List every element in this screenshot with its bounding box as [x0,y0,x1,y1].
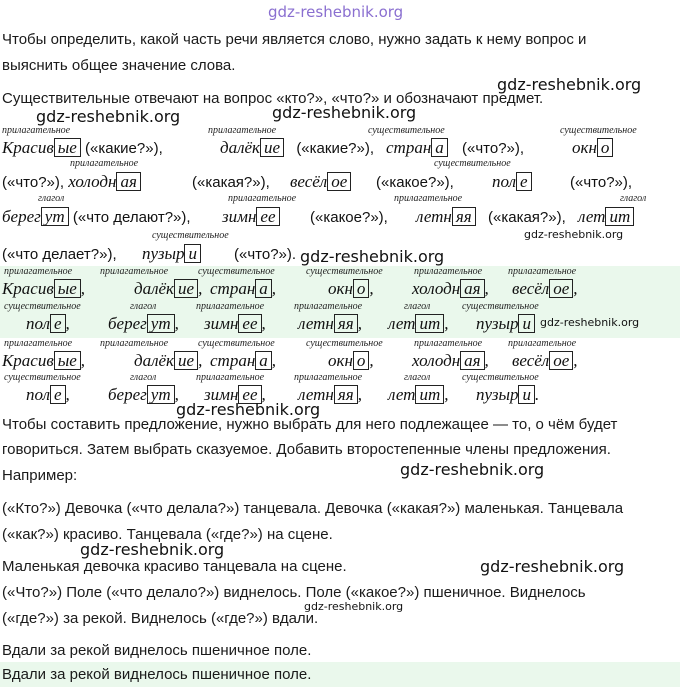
word-line2 [192,172,270,192]
word-ending-box: и [518,314,535,333]
answer-line2: летн яя , [298,314,362,333]
word-stem: окн [328,351,353,370]
word-line1 [2,138,163,158]
label-adj: прилагательное [196,301,265,312]
label-adj: прилагательное [414,266,483,277]
watermark: gdz-reshebnik.org [300,247,445,266]
label-verb: глагол [130,372,157,383]
word-line2 [2,172,141,192]
word-ending-box: е [50,385,66,404]
answer-line3: весёл ое , [512,351,578,370]
question: («что делает?»), [2,246,117,263]
question: («что делают?»), [72,209,191,226]
answer-line2: зимн ее , [204,314,266,333]
label-adj: прилагательное [4,266,73,277]
answer-line4: пол е , [26,385,70,404]
para3-line2: говориться. Затем выбрать сказуемое. Добавить второстепенные члены предложения. [2,441,611,458]
word-ending-box: яя [334,314,358,333]
answer-line3: далёк ие , [134,351,203,370]
word-stem: зимн [204,314,239,333]
label-adj: прилагательное [228,193,297,204]
word-line2 [492,172,532,192]
word-stem: летн [416,207,452,226]
word-stem: стран [386,138,432,157]
label-verb: глагол [404,301,431,312]
label-adj: прилагательное [208,125,277,136]
word-ending-box: ое [549,279,573,298]
word-ending-box: о [353,279,370,298]
label-noun: существительное [560,125,637,136]
word-ending-box: ые [54,351,81,370]
word-ending-box: ут [147,314,175,333]
word-ending-box: ие [174,279,198,298]
word-ending-box: яя [452,207,476,226]
label-adj: прилагательное [508,338,577,349]
question: («какое?»), [376,174,454,191]
label-noun: существительное [152,230,229,241]
example2-line1: («Что?») Поле («что делало?») виднелось. Поле («какое?») пшеничное. Виднелось [2,584,586,601]
word-stem: далёк [134,279,175,298]
answer-line2: пол е , [26,314,70,333]
answer-line3: стран а , [210,351,277,370]
word-ending-box: ая [460,279,484,298]
word-ending-box: ие [260,138,284,157]
example1-result: Маленькая девочка красиво танцевала на сцене. [2,558,347,575]
word-stem: летн [298,385,334,404]
question: («что?»), [2,174,65,191]
word-stem: холодн [412,351,461,370]
label-adj: прилагательное [4,338,73,349]
word-stem: Красив [2,138,54,157]
word-ending-box: ее [256,207,279,226]
label-verb: глагол [130,301,157,312]
word-stem: далёк [134,351,175,370]
word-stem: берег [2,207,41,226]
question: («какое?»), [310,209,388,226]
label-noun: существительное [4,301,81,312]
para3-line1: Чтобы составить предложение, нужно выбрать для него подлежащее — то, о чём будет [2,416,618,433]
watermark: gdz-reshebnik.org [400,460,545,479]
answer-line4: летн яя , [298,385,362,404]
word-line3 [488,207,566,227]
word-stem: пузыр [142,244,185,263]
answer-line2: лет ит , [388,314,449,333]
label-adj: прилагательное [100,338,169,349]
word-ending-box: а [255,279,272,298]
answer-line1: окн о , [328,279,374,298]
question: («какие?»), [296,140,375,157]
answer-line3: холодн ая , [412,351,489,370]
label-noun: существительное [306,266,383,277]
question: («что?»), [570,174,633,191]
example1-line1: («Кто?») Девочка («что делала?») танцевала. Девочка («какая?») маленькая. Танцевала [2,500,624,517]
label-verb: глагол [620,193,647,204]
word-ending-box: ее [238,314,261,333]
word-stem: Красив [2,279,54,298]
example2-answer: Вдали за рекой виднелось пшеничное поле. [2,666,312,683]
word-stem: холодн [68,172,117,191]
answer-line3: окн о , [328,351,374,370]
word-stem: окн [572,138,597,157]
label-noun: существительное [198,338,275,349]
word-stem: весёл [290,172,328,191]
answer-line1: холодн ая , [412,279,489,298]
word-line1 [386,138,524,158]
word-line1 [220,138,374,158]
answer-line2: берег ут , [108,314,179,333]
watermark: gdz-reshebnik.org [36,107,181,126]
label-adj: прилагательное [294,372,363,383]
word-ending-box: ое [327,172,351,191]
word-ending-box: и [184,244,201,263]
answer-line1: весёл ое , [512,279,578,298]
word-stem: пузыр [476,385,519,404]
word-stem: пол [26,314,50,333]
watermark-top: gdz-reshebnik.org [268,3,404,21]
word-line1 [572,138,613,158]
word-stem: лет [578,207,606,226]
label-noun: существительное [368,125,445,136]
word-line4 [234,244,296,264]
answer-line4: зимн ее , [204,385,266,404]
answer-line1: далёк ие , [134,279,203,298]
question: («что?»). [234,246,297,263]
label-adj: прилагательное [70,158,139,169]
example1-line2: («как?») красиво. Танцевала («где?») на сцене. [2,526,333,543]
label-noun: существительное [4,372,81,383]
word-ending-box: ее [238,385,261,404]
word-ending-box: ит [415,314,444,333]
word-stem: стран [210,351,256,370]
answer-line4: берег ут , [108,385,179,404]
word-stem: летн [298,314,334,333]
word-line2 [290,172,351,192]
para2: Существительные отвечают на вопрос «кто?», «что?» и обозначают предмет. [2,90,544,107]
word-ending-box: ит [605,207,634,226]
word-ending-box: ые [54,138,81,157]
word-line3 [222,207,280,227]
word-stem: зимн [204,385,239,404]
word-stem: пузыр [476,314,519,333]
word-stem: стран [210,279,256,298]
word-ending-box: ые [54,279,81,298]
word-ending-box: а [431,138,448,157]
word-line3 [2,207,191,227]
label-noun: существительное [434,158,511,169]
word-line4 [142,244,201,264]
word-line2 [376,172,454,192]
word-stem: далёк [220,138,261,157]
word-ending-box: ут [41,207,69,226]
label-noun: существительное [306,338,383,349]
label-noun: существительное [198,266,275,277]
word-line4 [2,244,117,264]
word-stem: весёл [512,279,550,298]
label-verb: глагол [404,372,431,383]
watermark-small: gdz-reshebnik.org [304,600,404,613]
label-adj: прилагательное [196,372,265,383]
word-stem: Красив [2,351,54,370]
label-adj: прилагательное [294,301,363,312]
watermark-small: gdz-reshebnik.org [524,228,624,241]
para1-line2: выяснить общее значение слова. [2,57,236,74]
example2-line2: («где?») за рекой. Виднелось («где?») вдали. [2,610,319,627]
example-label: Например: [2,467,78,484]
answer-line4: лет ит , [388,385,449,404]
watermark-small: gdz-reshebnik.org [540,316,640,329]
word-ending-box: е [50,314,66,333]
word-ending-box: е [516,172,532,191]
label-adj: прилагательное [394,193,463,204]
label-adj: прилагательное [2,125,71,136]
answer-line3: Красив ые , [2,351,86,370]
word-stem: лет [388,314,416,333]
label-adj: прилагательное [100,266,169,277]
word-line3 [578,207,634,227]
word-stem: окн [328,279,353,298]
word-stem: лет [388,385,416,404]
word-ending-box: ит [415,385,444,404]
example2-result: Вдали за рекой виднелось пшеничное поле. [2,642,312,659]
answer-line4: пузыр и . [476,385,540,404]
word-stem: зимн [222,207,257,226]
word-stem: берег [108,385,147,404]
word-ending-box: о [597,138,614,157]
label-noun: существительное [462,372,539,383]
answer-line2 [476,314,535,334]
word-line2 [570,172,632,192]
word-stem: пол [492,172,516,191]
word-line3 [310,207,388,227]
answer-line1: Красив ые , [2,279,86,298]
label-adj: прилагательное [414,338,483,349]
question: («какая?»), [488,209,566,226]
watermark: gdz-reshebnik.org [272,103,417,122]
word-ending-box: и [518,385,535,404]
question: («какие?»), [85,140,163,157]
label-adj: прилагательное [508,266,577,277]
word-ending-box: яя [334,385,358,404]
watermark: gdz-reshebnik.org [497,75,642,94]
question: («что?»), [462,140,525,157]
watermark: gdz-reshebnik.org [80,540,225,559]
word-stem: пол [26,385,50,404]
word-ending-box: ая [460,351,484,370]
watermark: gdz-reshebnik.org [480,557,625,576]
word-stem: берег [108,314,147,333]
answer-line1: стран а , [210,279,277,298]
question: («какая?»), [192,174,270,191]
word-ending-box: ая [116,172,140,191]
label-noun: существительное [462,301,539,312]
word-ending-box: а [255,351,272,370]
label-verb: глагол [38,193,65,204]
para1-line1: Чтобы определить, какой часть речи является слово, нужно задать к нему вопрос и [2,31,587,48]
word-ending-box: ие [174,351,198,370]
word-ending-box: ое [549,351,573,370]
watermark: gdz-reshebnik.org [176,400,321,419]
word-stem: холодн [412,279,461,298]
word-stem: весёл [512,351,550,370]
word-ending-box: о [353,351,370,370]
word-line3 [416,207,476,227]
word-ending-box: ут [147,385,175,404]
